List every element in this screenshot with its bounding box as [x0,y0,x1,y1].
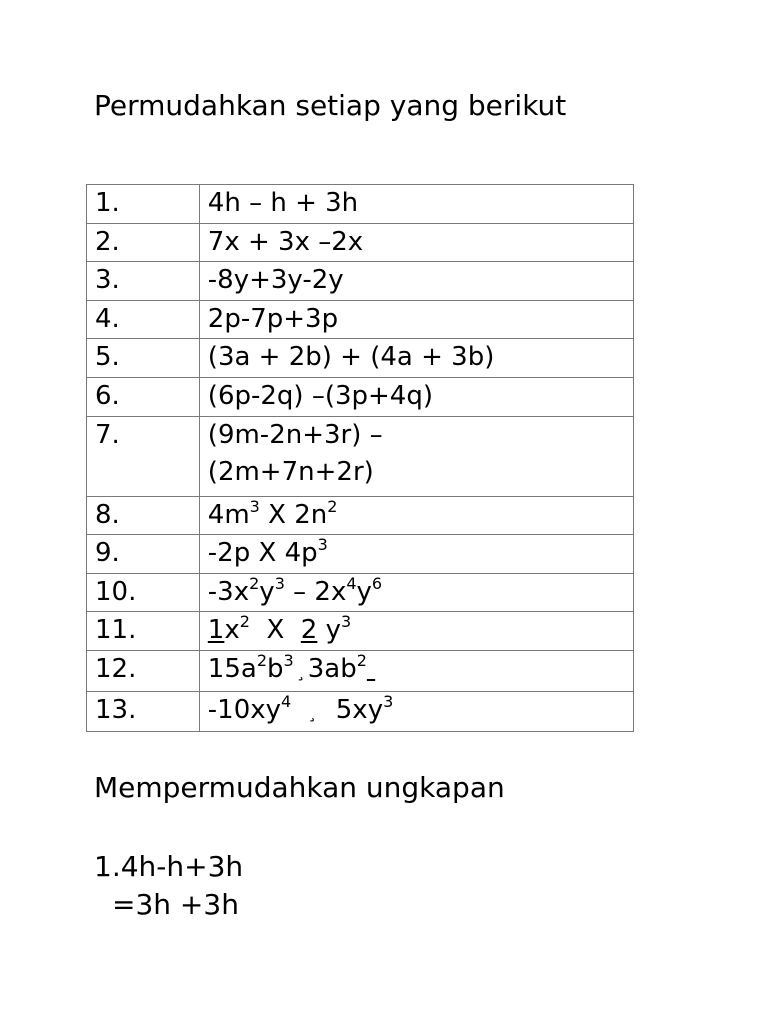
table-row [87,650,634,691]
expression-part: -2p X 4p [207,538,318,569]
exponent: 2 [249,573,260,593]
row-expression [199,496,633,535]
expression-line: (9m-2n+3r) – [207,419,383,450]
division-symbol-glyph: ¸ [296,660,306,682]
expression-line: (2m+7n+2r) [207,457,374,488]
exponent: 2 [239,612,250,632]
expression-part: -3x [207,576,250,607]
row-expression [199,535,633,574]
row-number: 9. [87,535,200,574]
worked-solution [94,848,243,924]
exponent: 2 [327,496,338,516]
exponent: 3 [383,691,394,711]
expression-part: 3ab [307,653,357,684]
trailing-underline-mark [367,654,375,684]
exponent: 4 [281,691,292,711]
solution-line: 1.4h-h+3h [94,850,244,883]
row-number: 8. [87,496,200,535]
row-number: 4. [87,300,200,339]
row-expression [199,691,633,732]
expression-part: 15a [207,653,257,684]
exponent: 4 [346,573,357,593]
table-row [87,691,634,732]
expression-part: – 2x [284,576,347,607]
row-expression: -8y+3y-2y [199,262,633,301]
row-expression: 7x + 3x –2x [199,223,633,262]
page-heading: Permudahkan setiap yang berikut [94,89,567,122]
expression-part: X [249,615,301,646]
solution-line: =3h +3h [112,888,239,921]
exponent: 3 [341,612,352,632]
expression-part: 4m [207,499,250,530]
row-number: 10. [87,573,200,612]
expression-part: x [224,615,240,646]
row-expression [199,650,633,691]
table-row [87,339,634,378]
row-expression: (6p-2q) –(3p+4q) [199,377,633,416]
table-row [87,377,634,416]
row-expression: (3a + 2b) + (4a + 3b) [199,339,633,378]
row-expression [199,573,633,612]
table-row [87,573,634,612]
section-title: Mempermudahkan ungkapan [94,771,505,804]
row-expression: 2p-7p+3p [199,300,633,339]
table-row [87,535,634,574]
table-row [87,223,634,262]
row-number: 11. [87,612,200,651]
row-number: 2. [87,223,200,262]
row-number: 5. [87,339,200,378]
exponent: 3 [317,534,328,554]
division-symbol-glyph: ¸ [307,701,317,723]
exponent: 3 [249,496,260,516]
table-row [87,262,634,301]
exponent: 3 [283,650,294,670]
exponent: 6 [371,573,383,593]
fraction-numerator: 2 [300,615,318,646]
row-number: 12. [87,650,200,691]
expression-part: y [356,576,372,607]
table-row [87,185,634,224]
row-number: 1. [87,185,200,224]
fraction-numerator: 1 [207,615,225,646]
table-row [87,416,634,496]
row-number: 6. [87,377,200,416]
exponent: 3 [274,573,285,593]
expression-part: b [267,653,284,684]
row-expression [199,416,633,496]
expression-part: X 2n [259,499,328,530]
expression-part: y [317,615,341,646]
row-expression: 4h – h + 3h [199,185,633,224]
expression-part: y [259,576,275,607]
table-row [87,300,634,339]
row-expression [199,612,633,651]
row-number: 3. [87,262,200,301]
expression-part: 5xy [319,694,384,725]
row-number: 7. [87,416,200,496]
exponent: 2 [356,650,367,670]
table-row [87,496,634,535]
table-row [87,612,634,651]
expression-part: -10xy [207,694,282,725]
row-number: 13. [87,691,200,732]
exponent: 2 [256,650,268,670]
exercise-table [86,184,634,732]
